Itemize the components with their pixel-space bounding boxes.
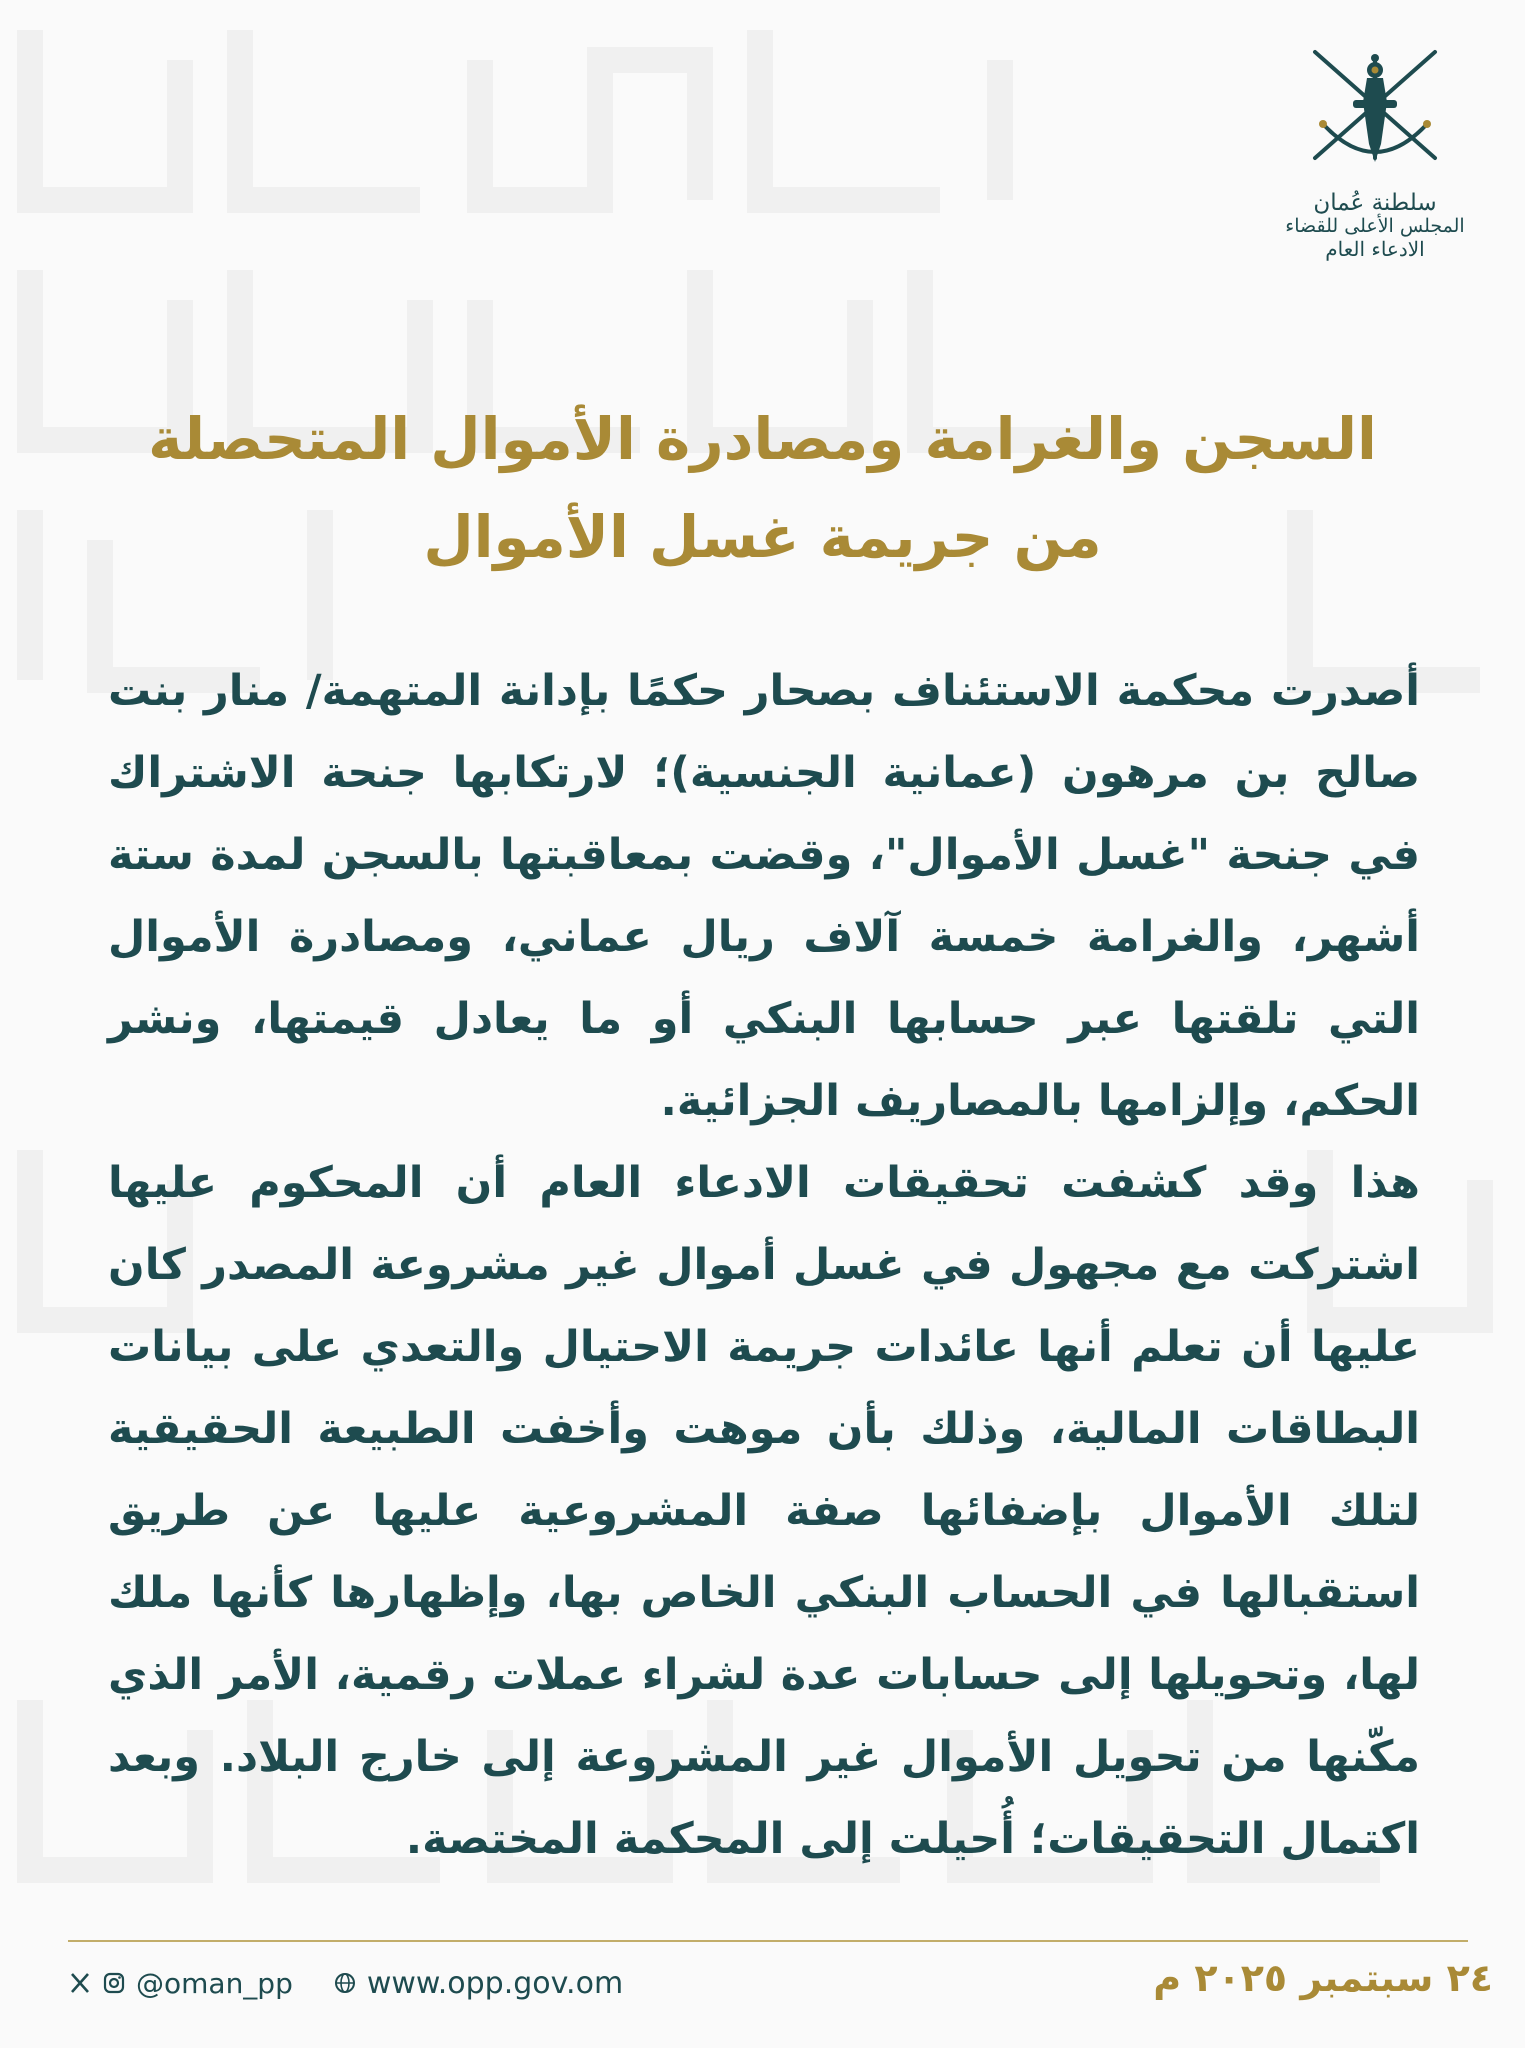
- instagram-icon[interactable]: [102, 1971, 126, 1995]
- globe-icon: [333, 1971, 357, 1995]
- headline-line-2: من جريمة غسل الأموال: [423, 503, 1102, 571]
- x-icon[interactable]: [68, 1971, 92, 1995]
- publication-date: ٢٤ سبتمبر ٢٠٢٥ م: [1153, 1956, 1493, 2000]
- headline-line-1: السجن والغرامة ومصادرة الأموال المتحصلة: [148, 405, 1377, 473]
- social-handle[interactable]: @oman_pp: [136, 1966, 293, 2000]
- emblem-block: [1275, 40, 1475, 270]
- org-line-3: الادعاء العام: [1325, 237, 1425, 262]
- paragraph-investigation: هذا وقد كشفت تحقيقات الادعاء العام أن المحكوم عليها اشتركت مع مجهول في غسل أموال غير مشروعة المصدر كان عليها أن تعلم أنها عائدات جريمة الاحتيال والتعدي على بيانات البطاقات المالية، وذلك بأن موهت وأخفت الطبيعة الحقيقية لتلك الأموال بإضفائها صفة المشروعية عليها عن طريق استقبالها في الحساب البنكي الخاص بها، وإظهارها كأنها ملك لها، وتحويلها إلى حسابات عدة لشراء عملات رقمية، الأمر الذي مكّنها من تحويل الأموال غير المشروعة إلى خارج البلاد. وبعد اكتمال التحقيقات؛ أُحيلت إلى المحكمة المختصة.: [108, 1158, 1420, 1864]
- website-link[interactable]: www.opp.gov.om: [366, 1965, 624, 2001]
- organization-name: [1275, 190, 1475, 261]
- article-body: [108, 650, 1420, 1880]
- footer-divider: [68, 1940, 1468, 1942]
- footer-contacts: [68, 1958, 623, 2008]
- org-line-1: سلطنة عُمان: [1313, 190, 1437, 216]
- oman-emblem-icon: [1275, 40, 1475, 190]
- paragraph-verdict: أصدرت محكمة الاستئناف بصحار حكمًا بإدانة المتهمة/ منار بنت صالح بن مرهون (عمانية الجنسية)؛ لارتكابها جنحة الاشتراك في جنحة "غسل الأموال"، وقضت بمعاقبتها بالسجن لمدة ستة أشهر، والغرامة خمسة آلاف ريال عماني، ومصادرة الأموال التي تلقتها عبر حسابها البنكي أو ما يعادل قيمتها، ونشر الحكم، وإلزامها بالمصاريف الجزائية.: [108, 666, 1420, 1126]
- org-line-2: المجلس الأعلى للقضاء: [1285, 215, 1465, 238]
- headline: [120, 390, 1405, 586]
